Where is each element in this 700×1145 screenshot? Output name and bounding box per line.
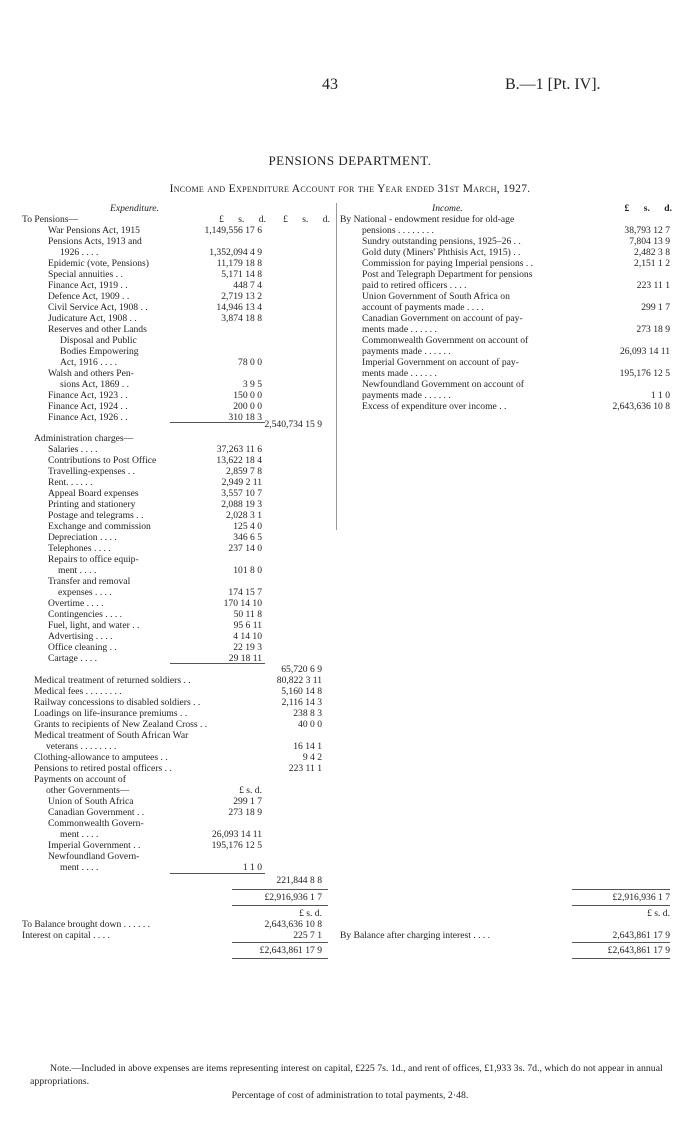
expenditure-col-heads-2: £ s. d. bbox=[283, 214, 330, 225]
expenditure-grand-total: £2,916,936 1 7 bbox=[264, 892, 322, 903]
pension-item-label: War Pensions Act, 1915 bbox=[48, 225, 140, 236]
pension-item-label: Finance Act, 1924 . . bbox=[48, 401, 128, 412]
pension-item-label: Reserves and other Lands bbox=[48, 324, 147, 335]
pension-item-label: Bodies Empowering bbox=[60, 346, 139, 357]
payment-item-label: Canadian Government . . bbox=[48, 807, 145, 818]
admin-item-amount: 22 19 3 bbox=[233, 642, 262, 653]
other-item-amount: 223 11 1 bbox=[288, 763, 322, 774]
other-item-label: Loadings on life-insurance premiums . . bbox=[34, 708, 188, 719]
admin-item-label: expenses . . . . bbox=[58, 587, 112, 598]
payment-item-amount: 273 18 9 bbox=[228, 807, 262, 818]
admin-item-label: Contingencies . . . . bbox=[48, 609, 123, 620]
other-item-amount: 238 8 3 bbox=[293, 708, 322, 719]
balance-item-label: To Balance brought down . . . . . . bbox=[22, 919, 151, 930]
balance-item-amount: 225 7 1 bbox=[293, 930, 322, 941]
other-item-label: Medical treatment of returned soldiers . . bbox=[34, 675, 191, 686]
income-item-label: Gold duty (Miners' Phthisis Act, 1915) . . bbox=[362, 247, 521, 258]
payments-heading-2: other Governments— bbox=[46, 785, 130, 796]
admin-item-amount: 2,859 7 8 bbox=[226, 466, 262, 477]
admin-item-label: Contributions to Post Office bbox=[48, 455, 157, 466]
pension-item-amount: 3 9 5 bbox=[242, 379, 262, 390]
balance-item-label: Interest on capital . . . . bbox=[22, 930, 110, 941]
pension-item-label: Pensions Acts, 1913 and bbox=[48, 236, 142, 247]
other-item-label: Grants to recipients of New Zealand Cross . . bbox=[34, 719, 208, 730]
income-item-label: Excess of expenditure over income . . bbox=[362, 401, 507, 412]
inc-balance-total-top-rule bbox=[572, 942, 670, 943]
pension-item-label: Civil Service Act, 1908 . . bbox=[48, 302, 148, 313]
income-item-label: account of payments made . . . . bbox=[362, 302, 484, 313]
income-item-amount: 273 18 9 bbox=[636, 324, 670, 335]
payments-heading-1: Payments on account of bbox=[34, 774, 126, 785]
admin-item-label: ment . . . . bbox=[58, 565, 97, 576]
income-item-label: Canadian Government on account of pay- bbox=[362, 313, 523, 324]
payment-item-label: Newfoundland Govern- bbox=[48, 851, 140, 862]
income-item-amount: 2,151 1 2 bbox=[634, 258, 670, 269]
payment-item-label: Imperial Government . . bbox=[48, 840, 141, 851]
payment-item-label: ment . . . . bbox=[60, 829, 99, 840]
income-item-label: payments made . . . . . . bbox=[362, 346, 451, 357]
income-item-label: By National - endowment residue for old-age bbox=[340, 214, 515, 225]
income-heading: Income. bbox=[432, 203, 463, 214]
admin-item-label: Advertising . . . . bbox=[48, 631, 113, 642]
income-col-heads: £ s. d. bbox=[624, 203, 672, 214]
admin-item-amount: 2,028 3 1 bbox=[226, 510, 262, 521]
pension-item-amount: 1,352,094 4 9 bbox=[209, 247, 262, 258]
admin-item-label: Exchange and commission bbox=[48, 521, 151, 532]
payments-subtotal-rule bbox=[170, 873, 265, 874]
exp-grand-total-bottom-rule bbox=[232, 905, 328, 906]
other-item-label: Medical treatment of South African War bbox=[34, 730, 189, 741]
income-item-label: Imperial Government on account of pay- bbox=[362, 357, 519, 368]
pension-item-amount: 14,946 13 4 bbox=[216, 302, 262, 313]
other-item-amount: 5,160 14 8 bbox=[281, 686, 322, 697]
admin-item-amount: 174 15 7 bbox=[228, 587, 262, 598]
pension-item-amount: 448 7 4 bbox=[233, 280, 262, 291]
other-item-amount: 16 14 1 bbox=[293, 741, 322, 752]
pension-item-label: Act, 1916 . . . . bbox=[60, 357, 118, 368]
admin-item-amount: 50 11 8 bbox=[233, 609, 262, 620]
payment-item-amount: 1 1 0 bbox=[242, 862, 262, 873]
inc-grand-total-top-rule bbox=[572, 889, 670, 890]
pension-item-label: Walsh and others Pen- bbox=[48, 368, 134, 379]
payment-item-label: Commonwealth Govern- bbox=[48, 818, 144, 829]
admin-item-amount: 13,622 18 4 bbox=[216, 455, 262, 466]
income-item-amount: 1 1 0 bbox=[650, 390, 670, 401]
pension-item-label: Finance Act, 1926 . . bbox=[48, 412, 128, 423]
exp-balance-total-bottom-rule bbox=[232, 958, 328, 959]
income-item-label: Sundry outstanding pensions, 1925–26 . . bbox=[362, 236, 521, 247]
other-item-amount: 40 0 0 bbox=[298, 719, 322, 730]
balance-col-heads: £ s. d. bbox=[299, 908, 322, 919]
income-balance-amount: 2,643,861 17 9 bbox=[612, 930, 670, 941]
pension-item-amount: 11,179 18 8 bbox=[216, 258, 262, 269]
to-pensions-label: To Pensions— bbox=[22, 214, 79, 225]
pension-item-amount: 5,171 14 8 bbox=[221, 269, 262, 280]
pension-item-label: Finance Act, 1923 . . bbox=[48, 390, 128, 401]
income-item-label: ments made . . . . . . bbox=[362, 368, 437, 379]
exp-balance-total-top-rule bbox=[232, 942, 328, 943]
pension-item-label: Finance Act, 1919 . . bbox=[48, 280, 128, 291]
income-balance-col-heads: £ s. d. bbox=[647, 908, 670, 919]
payment-item-amount: 299 1 7 bbox=[233, 796, 262, 807]
expenditure-heading: Expenditure. bbox=[110, 203, 159, 214]
other-item-label: Medical fees . . . . . . . . bbox=[34, 686, 122, 697]
expenditure-col-heads-1: £ s. d. bbox=[219, 214, 266, 225]
other-item-amount: 2,116 14 3 bbox=[281, 697, 322, 708]
column-divider bbox=[336, 203, 337, 530]
income-item-label: paid to retired officers . . . . bbox=[362, 280, 467, 291]
admin-item-label: Rent. . . . . . bbox=[48, 477, 93, 488]
other-item-amount: 80,822 3 11 bbox=[276, 675, 322, 686]
admin-item-label: Appeal Board expenses bbox=[48, 488, 139, 499]
admin-item-label: Fuel, light, and water . . bbox=[48, 620, 140, 631]
payment-item-label: ment . . . . bbox=[60, 862, 99, 873]
admin-item-amount: 3,557 10 7 bbox=[221, 488, 262, 499]
other-item-label: veterans . . . . . . . . bbox=[46, 741, 117, 752]
admin-item-amount: 29 18 11 bbox=[228, 653, 262, 664]
admin-item-amount: 237 14 0 bbox=[228, 543, 262, 554]
other-total: 221,844 8 8 bbox=[276, 875, 322, 886]
admin-item-amount: 346 6 5 bbox=[233, 532, 262, 543]
income-item-amount: 7,804 13 9 bbox=[629, 236, 670, 247]
income-item-amount: 38,793 12 7 bbox=[624, 225, 670, 236]
admin-percentage: Percentage of cost of administration to total payments, 2·48. bbox=[231, 1090, 469, 1101]
admin-item-amount: 170 14 10 bbox=[223, 598, 262, 609]
payment-item-amount: 195,176 12 5 bbox=[211, 840, 262, 851]
admin-item-label: Office cleaning . . bbox=[48, 642, 117, 653]
admin-item-label: Depreciation . . . . bbox=[48, 532, 117, 543]
pension-item-label: Special annuities . . bbox=[48, 269, 123, 280]
pension-item-label: Epidemic (vote, Pensions) bbox=[48, 258, 149, 269]
admin-item-amount: 2,949 2 11 bbox=[221, 477, 262, 488]
pension-item-label: sions Act, 1869 . . bbox=[60, 379, 130, 390]
admin-item-amount: 4 14 10 bbox=[233, 631, 262, 642]
admin-item-label: Telephones . . . . bbox=[48, 543, 111, 554]
page-number: 43 bbox=[322, 76, 338, 93]
income-item-label: Commonwealth Government on account of bbox=[362, 335, 529, 346]
income-item-label: Union Government of South Africa on bbox=[362, 291, 510, 302]
pension-item-amount: 310 18 3 bbox=[228, 412, 262, 423]
payment-item-label: Union of South Africa bbox=[48, 796, 134, 807]
income-item-amount: 2,482 3 8 bbox=[634, 247, 670, 258]
balance-item-amount: 2,643,636 10 8 bbox=[264, 919, 322, 930]
footnote: Note.—Included in above expenses are items representing interest on capital, £225 7s. 1d., and rent of offices, £1,933 3s. 7d., which do not appear in annual appropriations. bbox=[30, 1063, 663, 1087]
payments-col-heads: £ s. d. bbox=[239, 785, 262, 796]
income-item-amount: 299 1 7 bbox=[641, 302, 670, 313]
payment-item-amount: 26,093 14 11 bbox=[211, 829, 262, 840]
admin-total: 65,720 6 9 bbox=[281, 664, 322, 675]
income-item-amount: 223 11 1 bbox=[636, 280, 670, 291]
admin-item-amount: 101 8 0 bbox=[233, 565, 262, 576]
pension-item-label: Disposal and Public bbox=[60, 335, 137, 346]
admin-item-amount: 95 6 11 bbox=[233, 620, 262, 631]
income-item-label: Post and Telegraph Department for pensions bbox=[362, 269, 533, 280]
admin-item-label: Transfer and removal bbox=[48, 576, 131, 587]
income-item-label: Commission for paying Imperial pensions . . bbox=[362, 258, 534, 269]
admin-heading: Administration charges— bbox=[34, 433, 134, 444]
income-item-amount: 195,176 12 5 bbox=[619, 368, 670, 379]
income-balance-label: By Balance after charging interest . . . . bbox=[340, 930, 491, 941]
admin-item-label: Overtime . . . . bbox=[48, 598, 104, 609]
pension-item-label: Judicature Act, 1908 . . bbox=[48, 313, 137, 324]
admin-item-label: Travelling-expenses . . bbox=[48, 466, 136, 477]
account-subtitle: Income and Expenditure Account for the Year ended 31st March, 1927. bbox=[169, 183, 531, 195]
pension-item-label: Defence Act, 1909 . . bbox=[48, 291, 130, 302]
pension-item-amount: 78 0 0 bbox=[238, 357, 262, 368]
pension-item-amount: 150 0 0 bbox=[233, 390, 262, 401]
income-grand-total: £2,916,936 1 7 bbox=[612, 892, 670, 903]
pensions-total: 2,540,734 15 9 bbox=[264, 419, 322, 430]
income-item-label: payments made . . . . . . bbox=[362, 390, 451, 401]
expenditure-balance-total: £2,643,861 17 9 bbox=[259, 945, 322, 956]
income-item-label: Newfoundland Government on account of bbox=[362, 379, 524, 390]
admin-item-amount: 2,088 19 3 bbox=[221, 499, 262, 510]
admin-item-label: Printing and stationery bbox=[48, 499, 136, 510]
admin-item-label: Salaries . . . . bbox=[48, 444, 98, 455]
pension-item-amount: 1,149,556 17 6 bbox=[204, 225, 262, 236]
pension-item-amount: 2,719 13 2 bbox=[221, 291, 262, 302]
admin-item-label: Postage and telegrams . . bbox=[48, 510, 144, 521]
admin-item-label: Repairs to office equip- bbox=[48, 554, 139, 565]
page-title: PENSIONS DEPARTMENT. bbox=[268, 153, 432, 168]
pension-item-amount: 200 0 0 bbox=[233, 401, 262, 412]
income-item-label: ments made . . . . . . bbox=[362, 324, 437, 335]
exp-grand-total-top-rule bbox=[232, 889, 328, 890]
income-balance-total: £2,643,861 17 9 bbox=[607, 945, 670, 956]
admin-item-amount: 125 4 0 bbox=[233, 521, 262, 532]
admin-item-label: Cartage . . . . bbox=[48, 653, 98, 664]
other-item-label: Railway concessions to disabled soldiers . . bbox=[34, 697, 201, 708]
page-reference: B.—1 [Pt. IV]. bbox=[505, 76, 601, 93]
pension-item-label: 1926 . . . . bbox=[60, 247, 99, 258]
pension-item-amount: 3,874 18 8 bbox=[221, 313, 262, 324]
income-item-amount: 2,643,636 10 8 bbox=[612, 401, 670, 412]
inc-balance-total-bottom-rule bbox=[572, 958, 670, 959]
other-item-label: Clothing-allowance to amputees . . bbox=[34, 752, 168, 763]
admin-item-amount: 37,263 11 6 bbox=[216, 444, 262, 455]
income-item-label: pensions . . . . . . . . bbox=[362, 225, 434, 236]
other-item-amount: 9 4 2 bbox=[302, 752, 322, 763]
other-item-label: Pensions to retired postal officers . . bbox=[34, 763, 172, 774]
income-item-amount: 26,093 14 11 bbox=[619, 346, 670, 357]
inc-grand-total-bottom-rule bbox=[572, 905, 670, 906]
